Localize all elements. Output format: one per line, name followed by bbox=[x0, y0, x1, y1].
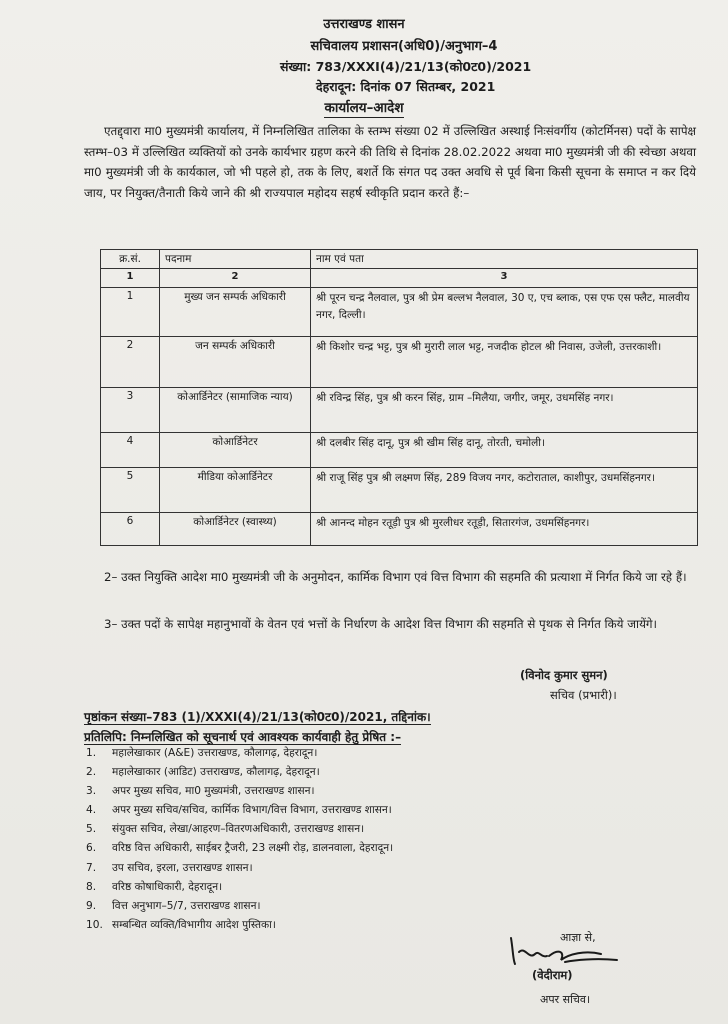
letter-number-value: 783/XXXI(4)/21/13(को0ट0)/2021 bbox=[315, 59, 532, 74]
signatory-1-designation: सचिव (प्रभारी)। bbox=[550, 688, 617, 702]
table-header-row bbox=[101, 250, 698, 269]
row-name: श्री राजू सिंह पुत्र श्री लक्ष्मण सिंह, 289 विजय नगर, कटोराताल, काशीपुर, उधमसिंहनगर। bbox=[311, 468, 698, 513]
list-item-number: 8. bbox=[86, 880, 97, 893]
row-sn: 5 bbox=[101, 468, 160, 513]
header-name: नाम एवं पता bbox=[311, 250, 698, 269]
paragraph-3-text: 3– उक्त पदों के सापेक्ष महानुभावों के वेतन एवं भत्तों के निर्धारण के आदेश वित्त विभाग की सहमति से पृथक से निर्गत किये जायेंगे। bbox=[104, 617, 658, 631]
row-sn: 6 bbox=[101, 513, 160, 546]
list-item-number: 2. bbox=[86, 766, 97, 779]
paragraph-2-text: 2– उक्त नियुक्ति आदेश मा0 मुख्यमंत्री जी के अनुमोदन, कार्मिक विभाग एवं वित्त विभाग की सहमति की प्रत्याशा में निर्गत किये जा रहे हैं। bbox=[104, 570, 687, 584]
by-order-text: आज्ञा से, bbox=[560, 931, 596, 944]
copy-list bbox=[86, 744, 393, 935]
row-post: कोआर्डिनेटर (सामाजिक न्याय) bbox=[160, 388, 311, 433]
list-item-number: 1. bbox=[86, 747, 97, 759]
table-row bbox=[101, 433, 698, 468]
intro-text: एतद्द्वारा मा0 मुख्यमंत्री कार्यालय, में निम्नलिखित तालिका के स्तम्भ संख्या 02 में उल्लिखित अस्थाई निःसंवर्गीय (कोटर्मिनस) पदों के सापेक्ष स्तम्भ–03 में उल्लिखित व्यक्तियों को उनके कार्यभार ग्रहण करने की तिथि से दिनांक 28.02.2022 अथवा मा0 मुख्यमंत्री जी की स्वेच्छा अथवा मा0 मुख्यमंत्री जी के कार्यकाल, जो भी पहले हो, तक के लिए, बशर्ते कि संगत पद उक्त अवधि से पूर्व बिना किसी सूचना के समाप्त न कर दिये जाय, पर नियुक्त/तैनाती किये जाने की श्री राज्यपाल महोदय सहर्ष स्वीकृति प्रदान करते हैं:– bbox=[84, 124, 696, 200]
col-num-2: 2 bbox=[160, 269, 311, 288]
signatory-1-name: (विनोद कुमार सुमन) bbox=[520, 668, 608, 682]
table-row bbox=[101, 468, 698, 513]
row-name: श्री रविन्द्र सिंह, पुत्र श्री करन सिंह, ग्राम –मिलैया, जगीर, जमूर, उधमसिंह नगर। bbox=[311, 388, 698, 433]
govt-heading: उत्तराखण्ड शासन bbox=[323, 17, 405, 32]
department-heading: सचिवालय प्रशासन(अधि0)/अनुभाग–4 bbox=[310, 39, 498, 54]
row-name: श्री पूरन चन्द्र नैलवाल, पुत्र श्री प्रेम बल्लभ नैलवाल, 30 ए, एच ब्लाक, एस एफ एस फ्लैट, मालवीय नगर, दिल्ली। bbox=[311, 288, 698, 337]
row-sn: 1 bbox=[101, 288, 160, 337]
order-title bbox=[0, 98, 728, 116]
list-item bbox=[86, 782, 393, 801]
table-row bbox=[101, 337, 698, 388]
list-item-number: 9. bbox=[86, 899, 97, 912]
place-date: देहरादून: दिनांक 07 सितम्बर, 2021 bbox=[316, 79, 496, 94]
list-item-number: 10. bbox=[86, 918, 103, 931]
list-item-number: 6. bbox=[86, 842, 97, 855]
copy-heading-text: प्रतिलिपि: निम्नलिखित को सूचनार्थ एवं आवश्यक कार्यवाही हेतु प्रेषित :– bbox=[84, 730, 402, 744]
list-item-text: अपर मुख्य सचिव/सचिव, कार्मिक विभाग/वित्त विभाग, उत्तराखण्ड शासन। bbox=[112, 804, 392, 817]
list-item-number: 7. bbox=[86, 861, 97, 874]
row-post: कोआर्डिनेटर bbox=[160, 433, 311, 468]
table-row bbox=[101, 388, 698, 433]
table-row bbox=[101, 288, 698, 337]
row-name: श्री आनन्द मोहन रतूड़ी पुत्र श्री मुरलीधर रतूड़ी, सितारगंज, उधमसिंहनगर। bbox=[311, 513, 698, 546]
list-item-text: संयुक्त सचिव, लेखा/आहरण–वितरणअधिकारी, उत्तराखण्ड शासन। bbox=[112, 823, 365, 836]
list-item-text: सम्बन्धित व्यक्ति/विभागीय आदेश पुस्तिका। bbox=[112, 918, 276, 931]
row-post: मीडिया कोआर्डिनेटर bbox=[160, 468, 311, 513]
row-name: श्री दलबीर सिंह दानू, पुत्र श्री खीम सिंह दानू, तोरती, चमोली। bbox=[311, 433, 698, 468]
row-name: श्री किशोर चन्द्र भट्ट, पुत्र श्री मुरारी लाल भट्ट, नजदीक होटल श्री निवास, उजेली, उत्तरकाशी। bbox=[311, 337, 698, 388]
copy-heading bbox=[84, 728, 401, 745]
list-item bbox=[86, 763, 393, 782]
row-post: मुख्य जन सम्पर्क अधिकारी bbox=[160, 288, 311, 337]
list-item bbox=[86, 744, 393, 763]
list-item bbox=[86, 820, 393, 839]
endorsement-number bbox=[84, 708, 431, 725]
row-post: कोआर्डिनेटर (स्वास्थ्य) bbox=[160, 513, 311, 546]
header-sn: क्र.सं. bbox=[101, 250, 160, 269]
letter-number-label: संख्या: bbox=[280, 59, 312, 74]
list-item bbox=[86, 801, 393, 820]
paragraph-2 bbox=[84, 567, 696, 588]
intro-paragraph bbox=[84, 121, 696, 203]
signatory-2-name: (वेदीराम) bbox=[532, 968, 573, 982]
order-title-text: कार्यालय–आदेश bbox=[324, 100, 404, 116]
paragraph-3 bbox=[84, 614, 696, 635]
list-item-number: 3. bbox=[86, 785, 97, 798]
row-sn: 3 bbox=[101, 388, 160, 433]
list-item-number: 4. bbox=[86, 804, 97, 817]
list-item bbox=[86, 859, 393, 878]
list-item bbox=[86, 878, 393, 897]
list-item-text: उप सचिव, इरला, उत्तराखण्ड शासन। bbox=[112, 861, 253, 874]
list-item-text: वरिष्ठ कोषाधिकारी, देहरादून। bbox=[112, 880, 223, 893]
list-item-text: वरिष्ठ वित्त अधिकारी, साईबर ट्रैजरी, 23 लक्ष्मी रोड़, डालनवाला, देहरादून। bbox=[112, 842, 394, 855]
list-item-text: अपर मुख्य सचिव, मा0 मुख्यमंत्री, उत्तराखण्ड शासन। bbox=[112, 785, 315, 798]
row-sn: 2 bbox=[101, 337, 160, 388]
signature-icon bbox=[505, 930, 625, 970]
table-row bbox=[101, 513, 698, 546]
header-post: पदनाम bbox=[160, 250, 311, 269]
table-number-row bbox=[101, 269, 698, 288]
row-sn: 4 bbox=[101, 433, 160, 468]
list-item bbox=[86, 897, 393, 916]
list-item bbox=[86, 839, 393, 858]
row-post: जन सम्पर्क अधिकारी bbox=[160, 337, 311, 388]
signatory-2-designation: अपर सचिव। bbox=[540, 993, 591, 1006]
list-item-number: 5. bbox=[86, 823, 97, 836]
list-item-text: महालेखाकार (आडिट) उत्तराखण्ड, कौलागढ़, देहरादून। bbox=[112, 766, 320, 779]
appointment-table bbox=[100, 249, 698, 546]
col-num-1: 1 bbox=[101, 269, 160, 288]
list-item bbox=[86, 916, 393, 935]
letter-number bbox=[280, 58, 531, 75]
list-item-text: वित्त अनुभाग–5/7, उत्तराखण्ड शासन। bbox=[112, 899, 261, 912]
list-item-text: महालेखाकार (A&E) उत्तराखण्ड, कौलागढ़, देहरादून। bbox=[112, 747, 318, 759]
col-num-3: 3 bbox=[311, 269, 698, 288]
endorsement-text: पृष्ठांकन संख्या–783 (1)/XXXI(4)/21/13(को0ट0)/2021, तद्दिनांक। bbox=[84, 710, 431, 724]
